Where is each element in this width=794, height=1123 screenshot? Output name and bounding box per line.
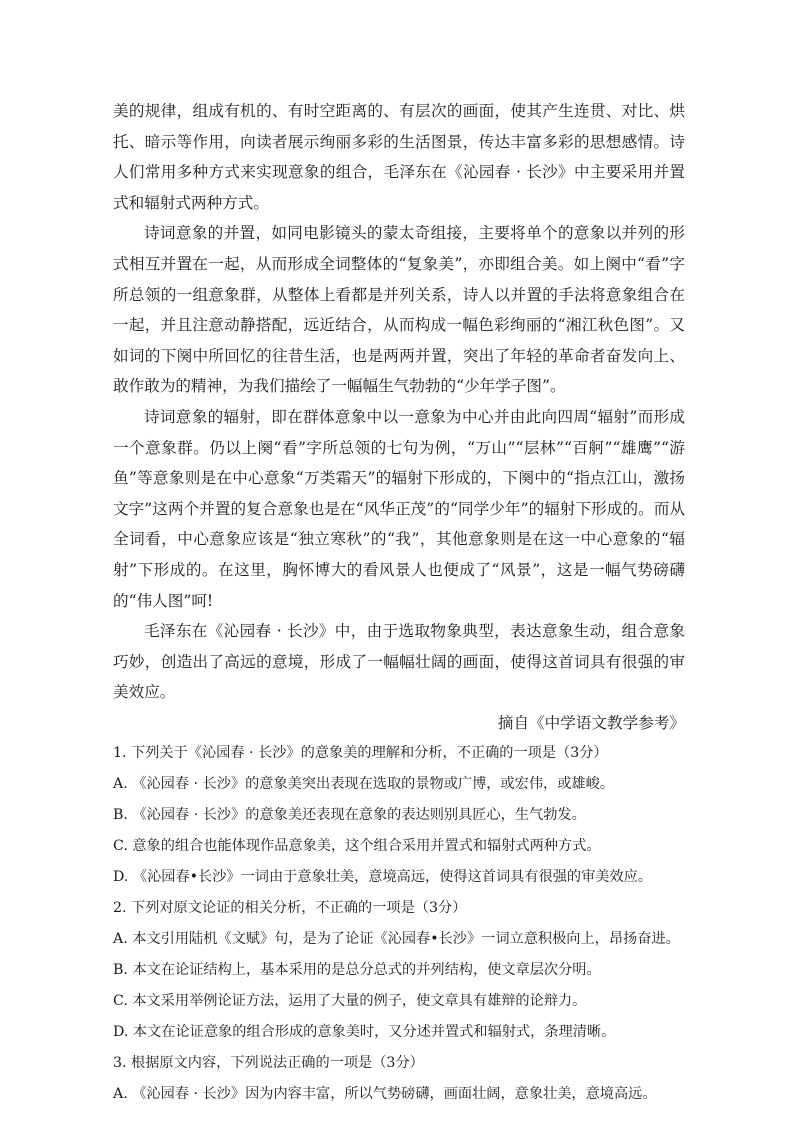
question-2-option-a: A. 本文引用陆机《文赋》句，是为了论证《沁园春•长沙》一词立意积极向上，昂扬奋进。 [113,931,680,948]
question-3-option-a: A. 《沁园春 · 长沙》因为内容丰富，所以气势磅礴，画面壮阔，意象壮美，意境高远。 [113,1086,657,1103]
article-source: 摘自《中学语文教学参考》 [497,713,685,732]
question-3-stem: 3. 根据原文内容，下列说法正确的一项是（3分） [113,1055,424,1072]
document-page [113,96,685,1110]
question-3 [113,1048,685,1110]
question-2 [113,893,685,1048]
question-2-option-c: C. 本文采用举例论证方法，运用了大量的例子，使文章具有雄辩的论辩力。 [113,993,587,1010]
question-1-option-b: B. 《沁园春 · 长沙》的意象美还表现在意象的表达则别具匠心，生气勃发。 [113,807,586,824]
question-1 [113,738,685,893]
question-1-option-c: C. 意象的组合也能体现作品意象美，这个组合采用并置式和辐射式两种方式。 [113,838,601,855]
question-1-option-a: A. 《沁园春 · 长沙》的意象美突出表现在选取的景物或广博，或宏伟，或雄峻。 [113,776,614,793]
question-2-option-d: D. 本文在论证意象的组合形成的意象美时，又分述并置式和辐射式，条理清晰。 [113,1024,616,1041]
article-paragraph-4: 毛泽东在《沁园春 · 长沙》中，由于选取物象典型，表达意象生动，组合意象巧妙，创造出了高远的意境，形成了一幅幅壮阔的画面，使得这首词具有很强的审美效应。 [113,622,685,702]
article-paragraph-2: 诗词意象的并置，如同电影镜头的蒙太奇组接，主要将单个的意象以并列的形式相互并置在一起，从而形成全词整体的“复象美”，亦即组合美。如上阕中“看”字所总领的一组意象群，从整体上看都是并列关系，诗人以并置的手法将意象组合在一起，并且注意动静搭配，远近结合，从而构成一幅色彩绚丽的“湘江秋色图”。又如词的下阕中所回忆的往昔生活，也是两两并置，突出了年轻的革命者奋发向上、敢作敢为的精神，为我们描绘了一幅幅生气勃勃的“少年学子图”。 [113,224,685,396]
article-paragraph-3: 诗词意象的辐射，即在群体意象中以一意象为中心并由此向四周“辐射”而形成一个意象群。仍以上阕“看”字所总领的七句为例，“万山”“层林”“百舸”“雄鹰”“游鱼”等意象则是在中心意象“万类霜天”的辐射下形成的，下阕中的“指点江山，激扬文字”这两个并置的复合意象也是在“风华正茂”的“同学少年”的辐射下形成的。而从全词看，中心意象应该是“独立寒秋”的“我”，其他意象则是在这一中心意象的“辐射”下形成的。在这里，胸怀博大的看风景人也便成了“风景”，这是一幅气势磅礴的“伟人图”呵! [113,407,685,610]
question-2-stem: 2. 下列对原文论证的相关分析，不正确的一项是（3分） [113,900,467,917]
question-1-option-d: D. 《沁园春•长沙》一词由于意象壮美，意境高远，使得这首词具有很强的审美效应。 [113,869,653,886]
question-1-stem: 1. 下列关于《沁园春 · 长沙》的意象美的理解和分析，不正确的一项是（3分） [113,745,608,762]
question-2-option-b: B. 本文在论证结构上，基本采用的是总分总式的并列结构，使文章层次分明。 [113,962,601,979]
article-paragraph-1: 美的规律，组成有机的、有时空距离的、有层次的画面，使其产生连贯、对比、烘托、暗示等作用，向读者展示绚丽多彩的生活图景，传达丰富多彩的思想感情。诗人们常用多种方式来实现意象的组合，毛泽东在《沁园春 · 长沙》中主要采用并置式和辐射式两种方式。 [113,102,685,212]
